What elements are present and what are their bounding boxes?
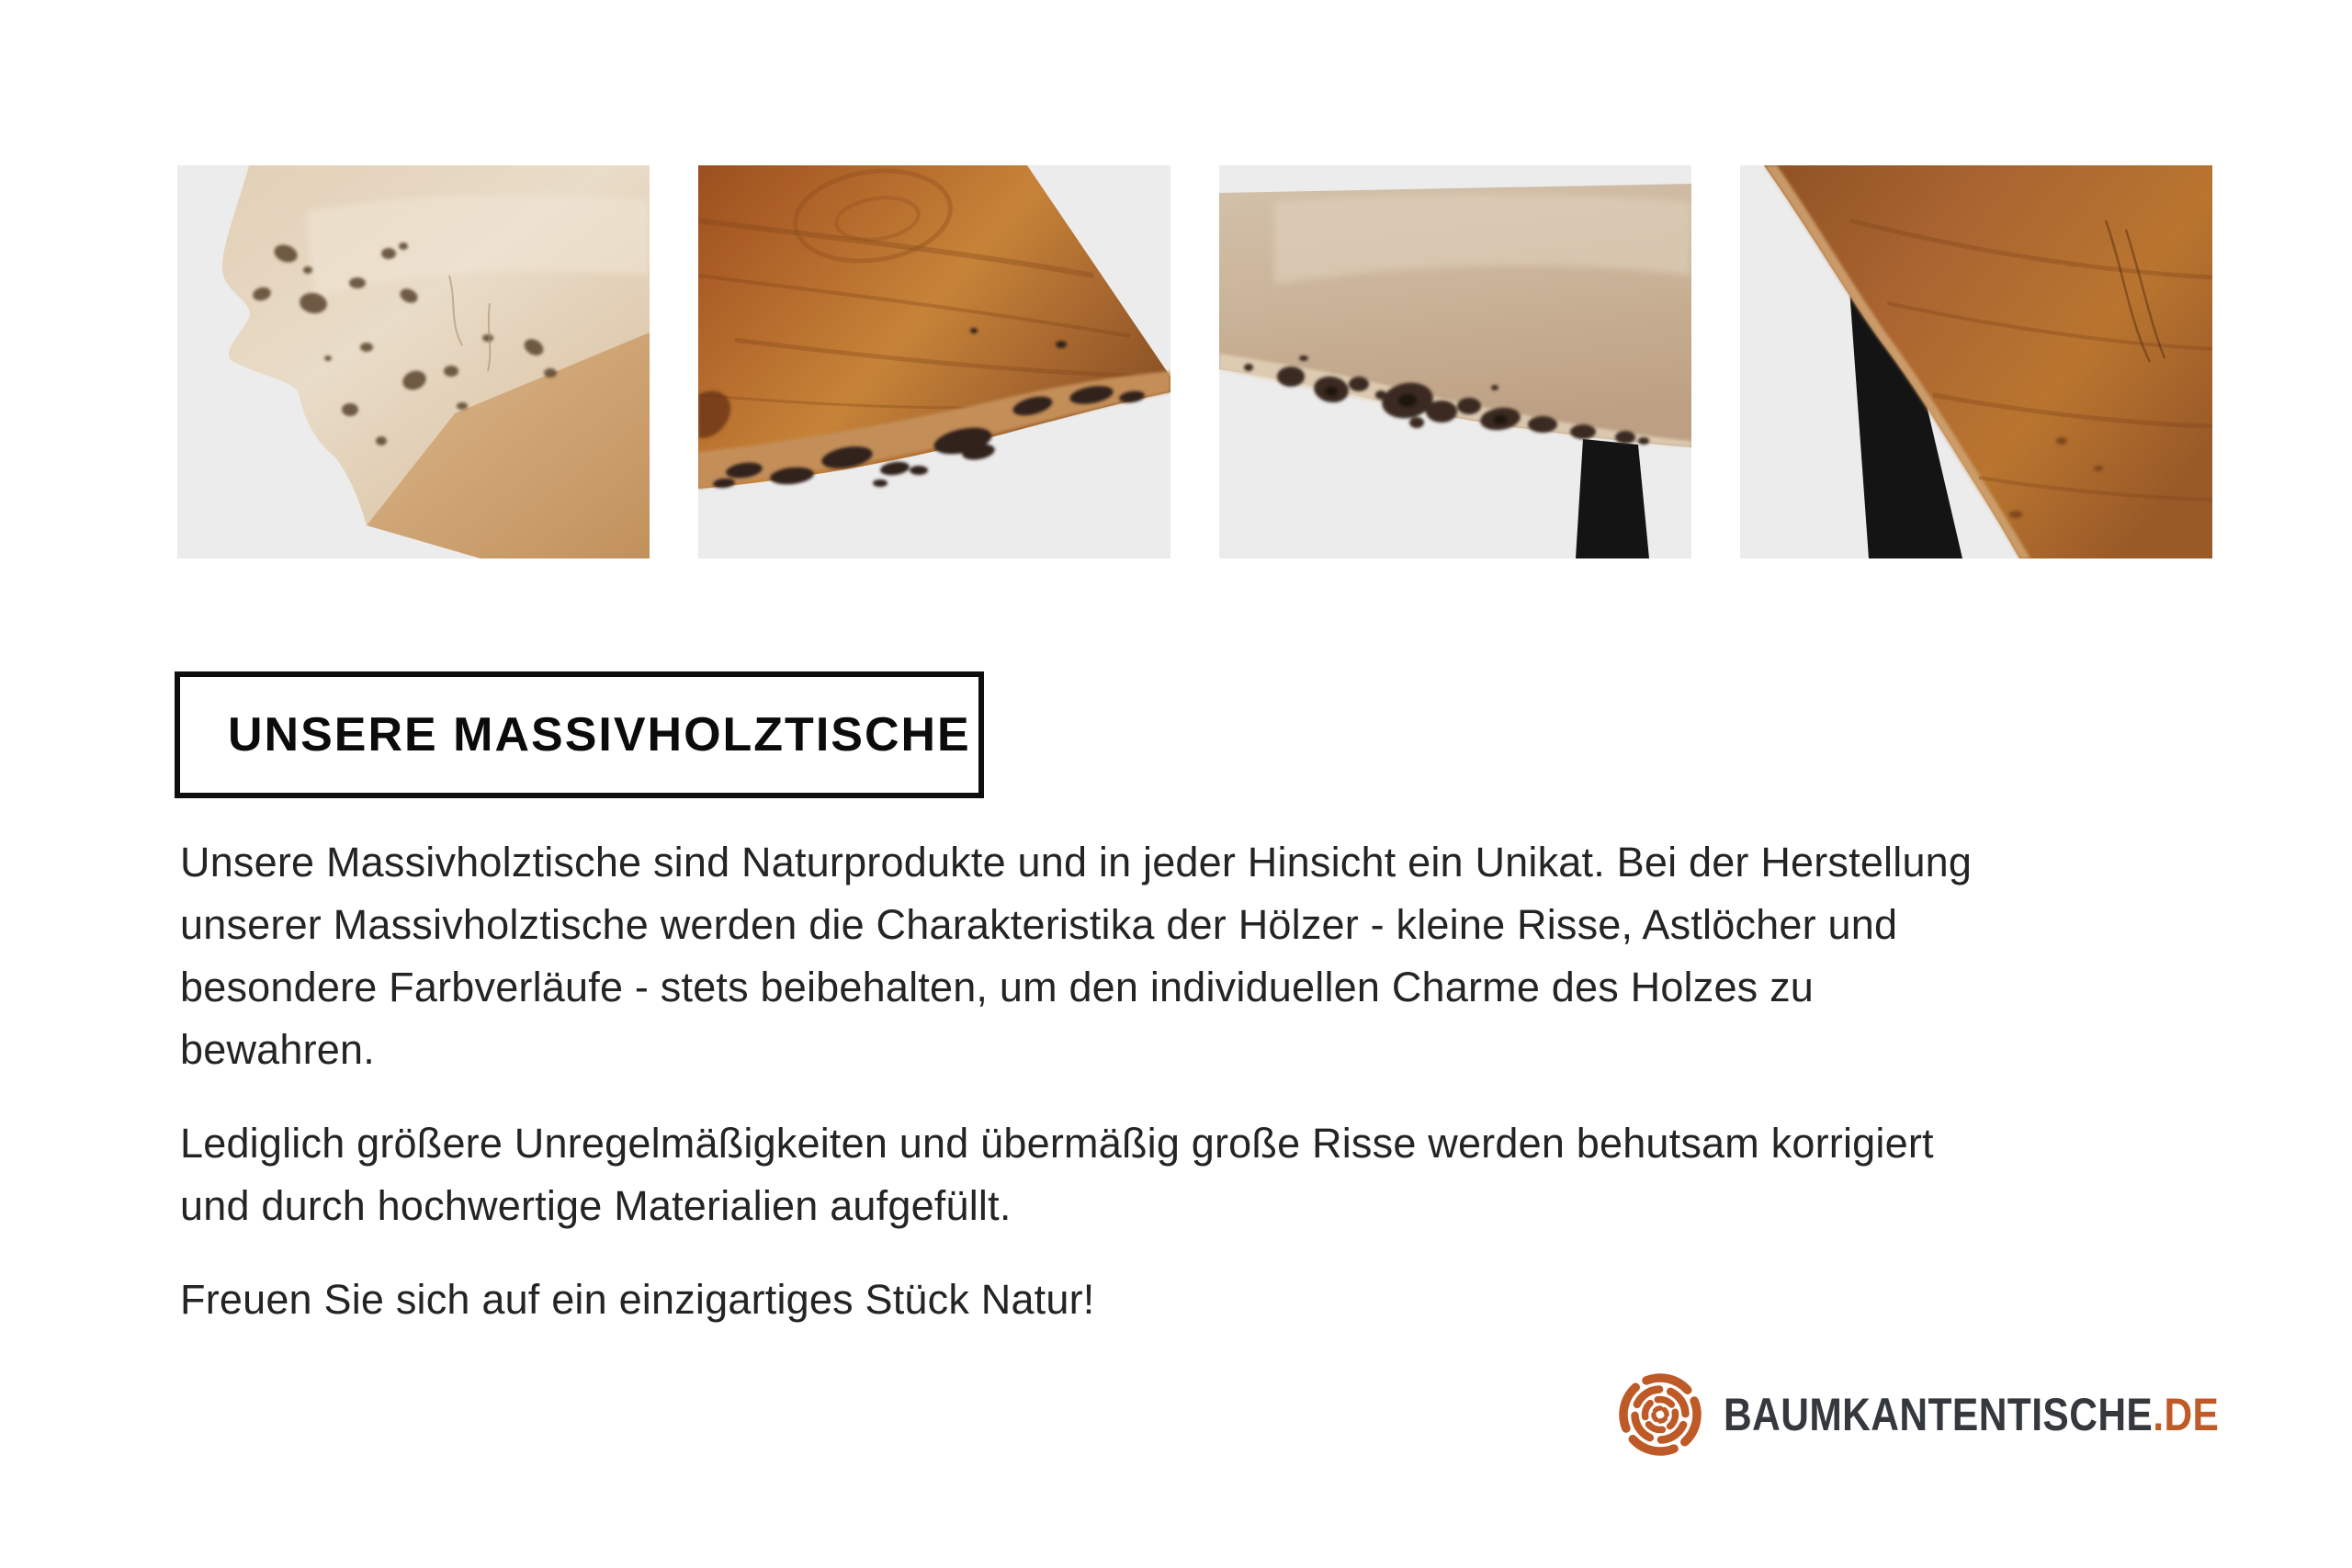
photo-live-edge-knots-leg (1219, 165, 1691, 558)
photo-1-graphic (177, 165, 650, 558)
tree-rings-icon (1615, 1370, 1705, 1460)
description-text (180, 831, 2100, 1362)
text-line: Unsere Massivholztische sind Naturprodukte und in jeder Hinsicht ein Unikat. Bei der Herstellung (180, 839, 1973, 886)
brand-logo[interactable] (1615, 1370, 2307, 1460)
paragraph (180, 1112, 2100, 1237)
section-title-box (175, 671, 984, 798)
brand-name (1724, 1388, 2219, 1441)
text-line: Freuen Sie sich auf ein einzigartiges Stück Natur! (180, 1276, 1095, 1323)
photo-live-edge-caramel (698, 165, 1170, 558)
paragraph (180, 1269, 2100, 1331)
text-line: bewahren. (180, 1026, 375, 1073)
brand-name-main: BAUMKANTENTISCHE (1724, 1389, 2154, 1440)
photo-live-edge-corner-pale (177, 165, 650, 558)
text-line: Lediglich größere Unregelmäßigkeiten und übermäßig große Risse werden behutsam korrigiert (180, 1120, 1934, 1167)
text-line: besondere Farbverläufe - stets beibehalten, um den individuellen Charme des Holzes zu (180, 964, 1814, 1010)
wood-photo-gallery (177, 165, 2212, 558)
photo-wood-grain-leg (1740, 165, 2212, 558)
photo-3-graphic (1219, 165, 1691, 558)
page-title: UNSERE MASSIVHOLZTISCHE (228, 708, 971, 761)
paragraph (180, 831, 2100, 1081)
text-line: und durch hochwertige Materialien aufgefüllt. (180, 1182, 1012, 1229)
photo-2-graphic (698, 165, 1170, 558)
brand-name-tld: .DE (2153, 1389, 2220, 1440)
photo-4-graphic (1740, 165, 2212, 558)
text-line: unserer Massivholztische werden die Charakteristika der Hölzer - kleine Risse, Astlöcher und (180, 901, 1898, 948)
